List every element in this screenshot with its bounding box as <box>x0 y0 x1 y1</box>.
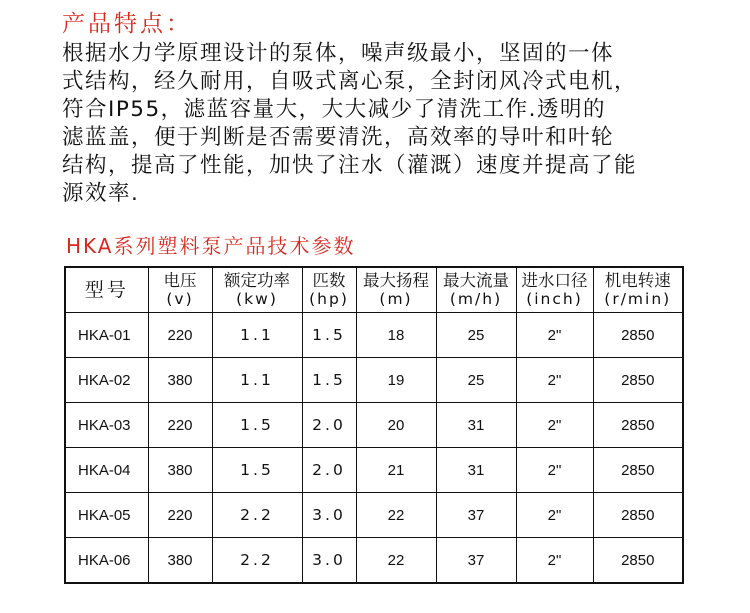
header-voltage-unit: (v) <box>166 290 194 308</box>
cell-voltage: 380 <box>148 538 212 584</box>
features-line: 源效率. <box>62 181 140 206</box>
cell-voltage: 220 <box>148 403 212 448</box>
header-flow-unit: (m/h) <box>449 290 503 308</box>
cell-head: 22 <box>356 538 436 584</box>
cell-inlet: 2" <box>516 493 593 538</box>
cell-voltage: 380 <box>148 358 212 403</box>
header-speed <box>593 267 683 313</box>
cell-speed: 2850 <box>593 403 683 448</box>
header-inlet-label: 进水口径 <box>521 271 588 290</box>
cell-flow: 37 <box>436 538 516 584</box>
cell-speed: 2850 <box>593 538 683 584</box>
cell-model: HKA-04 <box>65 448 148 493</box>
cell-hp: 3.0 <box>302 493 356 538</box>
table-header-row <box>65 267 683 313</box>
header-head-unit: (m) <box>379 290 413 308</box>
cell-power: 1.1 <box>212 358 302 403</box>
features-line: 滤蓝盖，便于判断是否需要清洗，高效率的导叶和叶轮 <box>62 125 615 150</box>
header-flow <box>436 267 516 313</box>
cell-hp: 2.0 <box>302 448 356 493</box>
cell-inlet: 2" <box>516 403 593 448</box>
header-model-label: 型号 <box>84 279 129 301</box>
table-title: HKA系列塑料泵产品技术参数 <box>66 234 356 258</box>
features-line: 式结构，经久耐用，自吸式离心泵，全封闭风冷式电机， <box>62 69 638 94</box>
cell-speed: 2850 <box>593 448 683 493</box>
cell-head: 21 <box>356 448 436 493</box>
header-hp <box>302 267 356 313</box>
header-speed-label: 机电转速 <box>604 271 671 290</box>
cell-speed: 2850 <box>593 358 683 403</box>
cell-voltage: 220 <box>148 313 212 358</box>
table-row <box>65 358 683 403</box>
header-voltage-label: 电压 <box>163 271 197 290</box>
header-inlet <box>516 267 593 313</box>
cell-head: 20 <box>356 403 436 448</box>
cell-speed: 2850 <box>593 313 683 358</box>
cell-hp: 2.0 <box>302 403 356 448</box>
header-head <box>356 267 436 313</box>
cell-power: 2.2 <box>212 493 302 538</box>
spec-table <box>64 266 684 584</box>
features-paragraph <box>62 40 722 208</box>
cell-model: HKA-03 <box>65 403 148 448</box>
cell-model: HKA-06 <box>65 538 148 584</box>
cell-head: 19 <box>356 358 436 403</box>
cell-power: 1.5 <box>212 448 302 493</box>
features-line: 根据水力学原理设计的泵体，噪声级最小，坚固的一体 <box>62 41 615 66</box>
header-hp-unit: (hp) <box>309 290 349 308</box>
header-speed-unit: (r/min) <box>604 290 672 308</box>
table-row <box>65 448 683 493</box>
cell-head: 18 <box>356 313 436 358</box>
cell-inlet: 2" <box>516 448 593 493</box>
features-heading: 产品特点： <box>62 11 192 37</box>
header-inlet-unit: (inch) <box>526 290 583 308</box>
cell-speed: 2850 <box>593 493 683 538</box>
cell-inlet: 2" <box>516 538 593 584</box>
header-model <box>65 267 148 313</box>
header-hp-label: 匹数 <box>312 271 346 290</box>
cell-flow: 37 <box>436 493 516 538</box>
cell-hp: 3.0 <box>302 538 356 584</box>
header-head-label: 最大扬程 <box>363 271 429 290</box>
cell-model: HKA-02 <box>65 358 148 403</box>
cell-voltage: 380 <box>148 448 212 493</box>
table-row <box>65 403 683 448</box>
cell-inlet: 2" <box>516 313 593 358</box>
table-row <box>65 493 683 538</box>
cell-hp: 1.5 <box>302 313 356 358</box>
cell-flow: 31 <box>436 403 516 448</box>
header-flow-label: 最大流量 <box>443 271 509 290</box>
cell-flow: 25 <box>436 358 516 403</box>
cell-power: 1.5 <box>212 403 302 448</box>
header-power <box>212 267 302 313</box>
cell-inlet: 2" <box>516 358 593 403</box>
features-line: 结构，提高了性能，加快了注水（灌溉）速度并提高了能 <box>62 153 638 178</box>
cell-power: 1.1 <box>212 313 302 358</box>
features-line: 符合IP55，滤蓝容量大，大大减少了清洗工作.透明的 <box>62 97 607 122</box>
cell-flow: 31 <box>436 448 516 493</box>
table-row <box>65 538 683 584</box>
cell-head: 22 <box>356 493 436 538</box>
cell-model: HKA-05 <box>65 493 148 538</box>
cell-voltage: 220 <box>148 493 212 538</box>
cell-hp: 1.5 <box>302 358 356 403</box>
cell-flow: 25 <box>436 313 516 358</box>
header-power-label: 额定功率 <box>224 271 290 290</box>
header-voltage <box>148 267 212 313</box>
table-row <box>65 313 683 358</box>
header-power-unit: (kw) <box>236 290 278 308</box>
cell-model: HKA-01 <box>65 313 148 358</box>
cell-power: 2.2 <box>212 538 302 584</box>
